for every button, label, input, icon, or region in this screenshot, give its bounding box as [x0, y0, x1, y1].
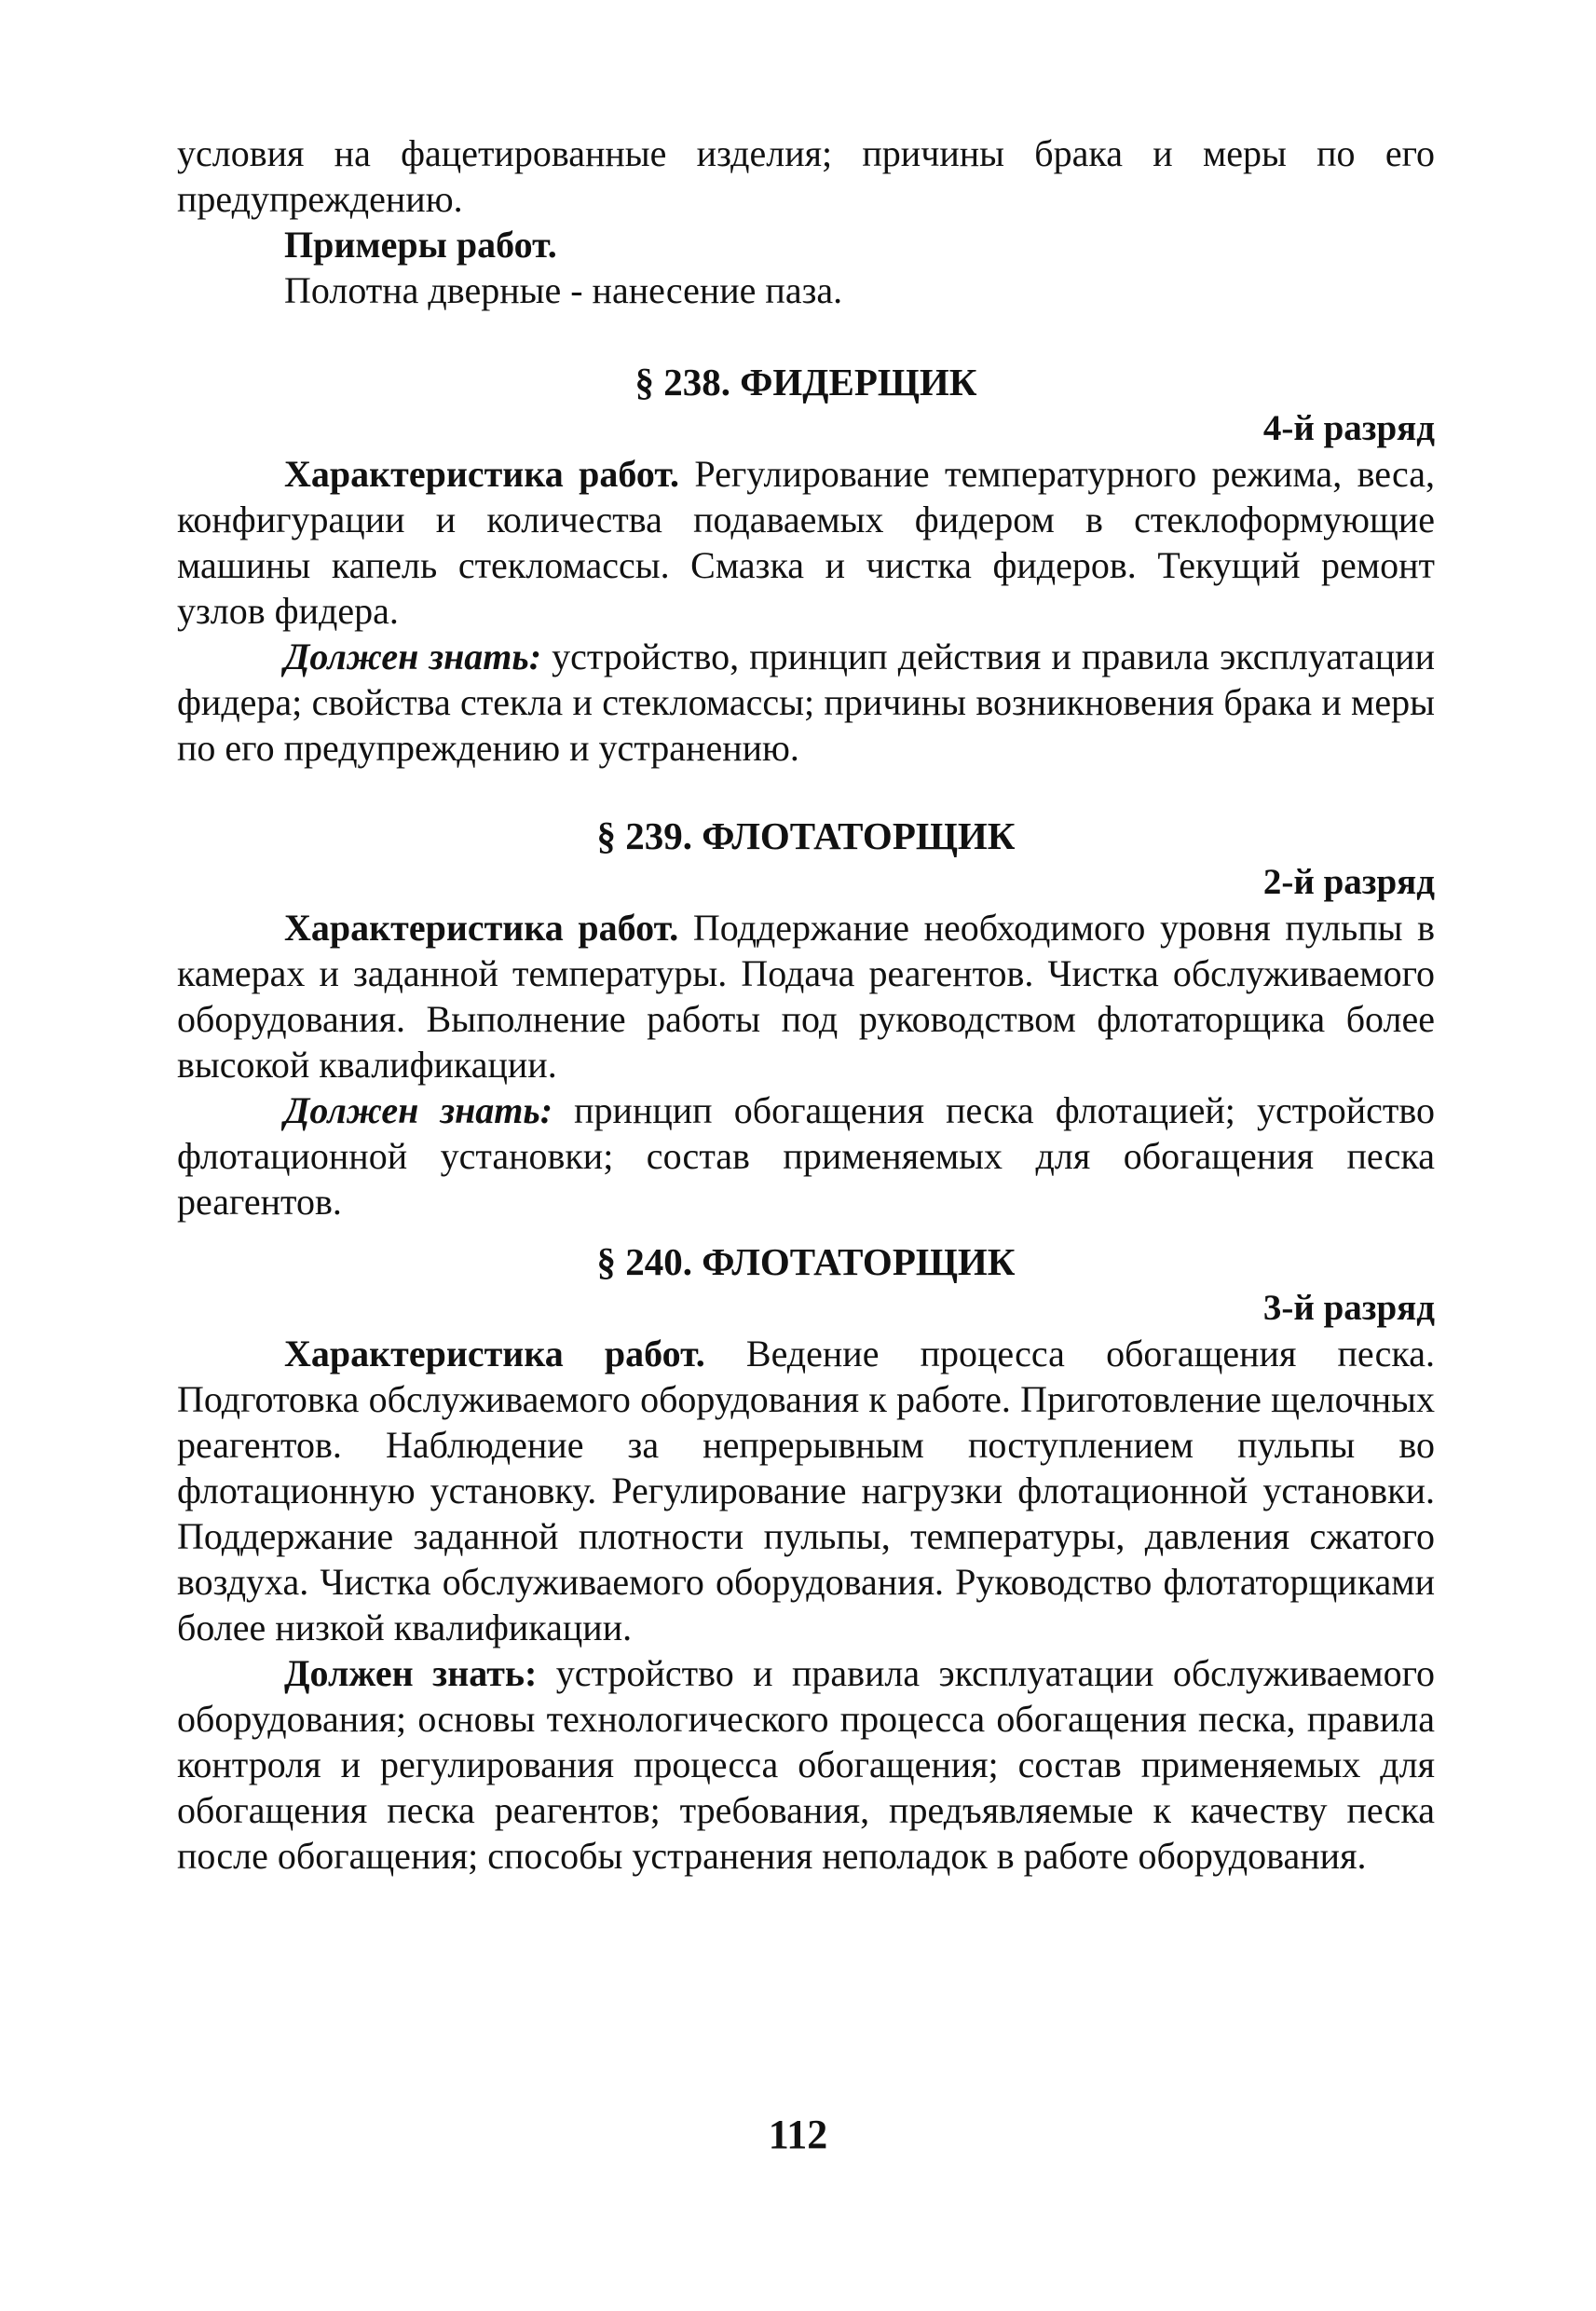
- page-content: [177, 130, 1435, 1879]
- knowledge-text: устройство и правила эксплуатации обслуживаемого оборудования; основы технологического процесса обогащения песка, правила контроля и регулирования процесса обогащения; состав применяемых для обогащения песка реагентов; требования, предъявляемые к качеству песка после обогащения; способы устранения неполадок в работе оборудования.: [177, 1652, 1435, 1877]
- characteristic-label: Характеристика работ.: [284, 1333, 705, 1374]
- characteristic-paragraph: [177, 451, 1435, 634]
- examples-label: [177, 222, 1435, 267]
- examples-label-text: Примеры работ.: [284, 224, 557, 266]
- section-heading: § 239. ФЛОТАТОРЩИК: [596, 814, 1016, 857]
- knowledge-paragraph: [177, 1650, 1435, 1879]
- knowledge-text: принцип обогащения песка флотацией; устройство флотационной установки; состав применяемых для обогащения песка реагентов.: [177, 1089, 1435, 1223]
- knowledge-label: Должен знать:: [284, 1652, 538, 1694]
- knowledge-label: Должен знать:: [284, 1089, 553, 1131]
- section-rank: 3-й разряд: [1262, 1288, 1435, 1328]
- section-rank: 4-й разряд: [1262, 408, 1435, 448]
- characteristic-text: Поддержание необходимого уровня пульпы в камерах и заданной температуры. Подача реагентов. Чистка обслуживаемого оборудования. Выполнение работы под руководством флотаторщика более высокой квалификации.: [177, 907, 1435, 1086]
- characteristic-label: Характеристика работ.: [284, 907, 679, 949]
- characteristic-label: Характеристика работ.: [284, 453, 680, 495]
- characteristic-text: Регулирование температурного режима, веса, конфигурации и количества подаваемых фидером в стеклоформующие машины капель стекломассы. Смазка и чистка фидеров. Текущий ремонт узлов фидера.: [177, 453, 1435, 632]
- section-heading: § 238. ФИДЕРЩИК: [634, 361, 977, 403]
- knowledge-paragraph: [177, 634, 1435, 771]
- page-number: 112: [768, 2112, 828, 2157]
- characteristic-text: Ведение процесса обогащения песка. Подготовка обслуживаемого оборудования к работе. Приготовление щелочных реагентов. Наблюдение за непрерывным поступлением пульпы во флотационную установку. Регулирование нагрузки флотационной установки. Поддержание заданной плотности пульпы, температуры, давления сжатого воздуха. Чистка обслуживаемого оборудования. Руководство флотаторщиками более низкой квалификации.: [177, 1333, 1435, 1648]
- section-rank: 2-й разряд: [1262, 862, 1435, 902]
- knowledge-label: Должен знать:: [284, 636, 542, 677]
- examples-text: Полотна дверные - нанесение паза.: [284, 269, 843, 311]
- section-heading: § 240. ФЛОТАТОРЩИК: [596, 1240, 1016, 1283]
- characteristic-paragraph: [177, 905, 1435, 1087]
- knowledge-text: устройство, принцип действия и правила эксплуатации фидера; свойства стекла и стекломассы; причины возникновения брака и меры по его предупреждению и устранению.: [177, 636, 1435, 769]
- intro-continuation: условия на фацетированные изделия; причины брака и меры по его предупреждению.: [177, 132, 1435, 220]
- knowledge-paragraph: [177, 1087, 1435, 1224]
- characteristic-paragraph: [177, 1331, 1435, 1650]
